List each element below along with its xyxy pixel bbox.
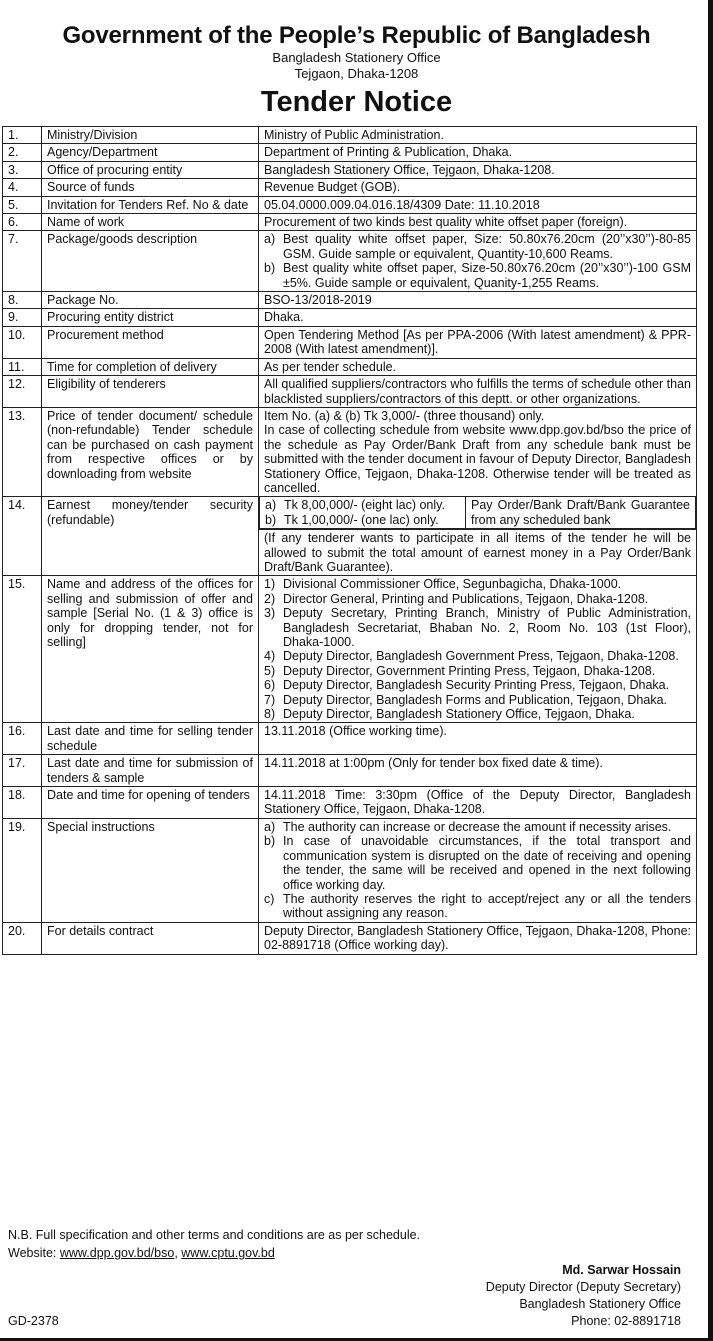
row-number: 9. xyxy=(3,309,42,326)
row-number: 15. xyxy=(3,576,42,723)
table-row xyxy=(3,407,697,496)
value-text: 05.04.0000.009.04.016.18/4309 Date: 11.10.2018 xyxy=(264,197,540,212)
table-row xyxy=(3,292,697,309)
row-value xyxy=(259,161,697,178)
row-label: Last date and time for selling tender schedule xyxy=(42,723,259,755)
office-address: Tejgaon, Dhaka-1208 xyxy=(294,66,419,81)
value-text: Dhaka. xyxy=(264,310,304,325)
earnest-payment-mode: Pay Order/Bank Draft/Bank Guarantee from any scheduled bank xyxy=(466,497,696,529)
row-number: 8. xyxy=(3,292,42,309)
item-text: Deputy Director, Government Printing Press, Tejgaon, Dhaka-1208. xyxy=(283,663,656,678)
row-label: Office of procuring entity xyxy=(42,161,259,178)
item-text: Best quality white offset paper, Size-50.80x76.20cm (20’’x30’’)-100 GSM ±5%. Guide sample or equivalent, Quanity-1,255 Reams. xyxy=(283,261,691,290)
item-marker: b) xyxy=(264,261,276,276)
list-item xyxy=(264,892,691,921)
row-value xyxy=(259,231,697,292)
row-number: 12. xyxy=(3,376,42,408)
signer-name: Md. Sarwar Hossain xyxy=(562,1263,681,1277)
item-marker: 7) xyxy=(264,692,276,707)
row-label: Name of work xyxy=(42,214,259,231)
row-number: 10. xyxy=(3,326,42,358)
signer-title: Deputy Director (Deputy Secretary) xyxy=(485,1280,681,1294)
row-label: Special instructions xyxy=(42,818,259,922)
link-separator: , xyxy=(174,1246,182,1260)
row-number: 20. xyxy=(3,922,42,954)
table-row xyxy=(3,358,697,375)
row-number: 13. xyxy=(3,407,42,496)
row-number: 2. xyxy=(3,144,42,161)
table-row xyxy=(3,179,697,196)
value-text: Item No. (a) & (b) Tk 3,000/- (three thousand) only. xyxy=(264,408,545,423)
table-row xyxy=(3,755,697,787)
row-label: Source of funds xyxy=(42,179,259,196)
row-value xyxy=(259,787,697,819)
row-label: Ministry/Division xyxy=(42,127,259,144)
table-row xyxy=(3,196,697,213)
government-title: Government of the People’s Republic of Bangladesh xyxy=(62,22,651,49)
item-marker: 5) xyxy=(264,663,276,678)
table-row xyxy=(3,214,697,231)
list-item xyxy=(264,232,691,261)
list-item xyxy=(264,577,691,591)
row-value xyxy=(259,179,697,196)
row-value xyxy=(259,407,697,496)
table-row xyxy=(3,309,697,326)
row-label: Date and time for opening of tenders xyxy=(42,787,259,819)
row-number: 11. xyxy=(3,358,42,375)
row-value xyxy=(259,144,697,161)
row-number: 7. xyxy=(3,231,42,292)
row-value xyxy=(259,326,697,358)
value-text: Open Tendering Method [As per PPA-2006 (With latest amendment) & PPR-2008 (With latest amendment)]. xyxy=(264,327,691,357)
item-text: Divisional Commissioner Office, Segunbagicha, Dhaka-1000. xyxy=(283,577,622,592)
row-value xyxy=(259,292,697,309)
item-text: Deputy Director, Bangladesh Forms and Publication, Tejgaon, Dhaka. xyxy=(283,692,668,707)
row-number: 6. xyxy=(3,214,42,231)
value-text-extra: In case of collecting schedule from website www.dpp.gov.bd/bso the price of the schedule as Pay Order/Bank Draft from any schedule bank must be submitted with the tender document in favour of Deputy Director, Bangladesh Stationery Office, Tejgaon, Dhaka-1208. Otherwise tender will be treated as cancelled. xyxy=(264,423,691,495)
row-value xyxy=(259,358,697,375)
list-item xyxy=(265,498,460,512)
signer-office: Bangladesh Stationery Office xyxy=(519,1297,681,1311)
item-text: Director General, Printing and Publications, Tejgaon, Dhaka-1208. xyxy=(283,591,649,606)
row-number: 17. xyxy=(3,755,42,787)
item-marker: c) xyxy=(264,891,275,906)
value-text: Revenue Budget (GOB). xyxy=(264,180,401,195)
list-item xyxy=(264,261,691,290)
row-label: Agency/Department xyxy=(42,144,259,161)
row-label: Procurement method xyxy=(42,326,259,358)
value-text: 14.11.2018 at 1:00pm (Only for tender box fixed date & time). xyxy=(264,756,603,771)
item-text: Deputy Director, Bangladesh Stationery Office, Tejgaon, Dhaka. xyxy=(283,707,635,722)
row-number: 1. xyxy=(3,127,42,144)
website-prefix: Website: xyxy=(8,1246,60,1260)
item-text: Tk 1,00,000/- (one lac) only. xyxy=(284,512,439,527)
list-item xyxy=(264,693,691,707)
value-text: All qualified suppliers/contractors who fulfills the terms of schedule other than blacklisted suppliers/contractors of this deptt. or other organizations. xyxy=(264,377,691,406)
table-row xyxy=(3,576,697,723)
row-number: 16. xyxy=(3,723,42,755)
signer-phone: Phone: 02-8891718 xyxy=(571,1314,681,1328)
office-name: Bangladesh Stationery Office xyxy=(272,50,441,65)
row-label: Package/goods description xyxy=(42,231,259,292)
row-label: Earnest money/tender security (refundable) xyxy=(42,497,259,576)
list-item xyxy=(264,707,691,721)
notice-header xyxy=(0,0,713,120)
row-label: Price of tender document/ schedule (non-refundable) Tender schedule can be purchased on cash payment from respective offices or by downloading from website xyxy=(42,407,259,496)
row-value xyxy=(259,214,697,231)
nb-note: N.B. Full specification and other terms and conditions are as per schedule. xyxy=(8,1228,421,1242)
earnest-subtable xyxy=(259,496,696,529)
row-number: 19. xyxy=(3,818,42,922)
row-value xyxy=(259,755,697,787)
item-text: Tk 8,00,000/- (eight lac) only. xyxy=(284,498,445,513)
value-text: 14.11.2018 Time: 3:30pm (Office of the Deputy Director, Bangladesh Stationery Office, Tejgaon, Dhaka-1208. xyxy=(264,788,691,817)
value-text: Bangladesh Stationery Office, Tejgaon, Dhaka-1208. xyxy=(264,162,555,177)
link-cptu[interactable]: www.cptu.gov.bd xyxy=(181,1246,275,1260)
list-item xyxy=(265,513,460,527)
item-marker: a) xyxy=(265,498,277,513)
row-label: Eligibility of tenderers xyxy=(42,376,259,408)
item-marker: b) xyxy=(264,834,276,849)
row-label: Procuring entity district xyxy=(42,309,259,326)
row-value xyxy=(259,127,697,144)
table-row xyxy=(3,376,697,408)
item-text: Deputy Secretary, Printing Branch, Ministry of Public Administration, Bangladesh Secretariat, Bhaban No. 2, Room No. 103 (1st Floor), Dhaka-1000. xyxy=(283,606,691,649)
item-text: The authority reserves the right to accept/reject any or all the tenders without assigning any reason. xyxy=(283,891,691,921)
list-item xyxy=(264,606,691,649)
tender-table xyxy=(2,126,697,955)
row-label: Last date and time for submission of tenders & sample xyxy=(42,755,259,787)
website-line xyxy=(8,1244,420,1262)
item-marker: a) xyxy=(264,819,276,834)
item-marker: 2) xyxy=(264,591,276,606)
row-value xyxy=(259,497,697,576)
table-row xyxy=(3,326,697,358)
table-row xyxy=(3,922,697,954)
row-number: 5. xyxy=(3,196,42,213)
value-text: Ministry of Public Administration. xyxy=(264,128,444,142)
row-label: Invitation for Tenders Ref. No & date xyxy=(42,196,259,213)
value-text: Deputy Director, Bangladesh Stationery Office, Tejgaon, Dhaka-1208, Phone: 02-8891718 (Office working day). xyxy=(264,923,691,953)
link-dpp[interactable]: www.dpp.gov.bd/bso xyxy=(59,1246,175,1260)
item-marker: a) xyxy=(264,232,276,247)
item-marker: 1) xyxy=(264,577,276,592)
list-item xyxy=(264,664,691,678)
row-value xyxy=(259,723,697,755)
item-text: Deputy Director, Bangladesh Security Printing Press, Tejgaon, Dhaka. xyxy=(283,678,670,693)
table-row xyxy=(3,787,697,819)
list-item xyxy=(264,834,691,892)
row-number: 3. xyxy=(3,161,42,178)
item-text: Deputy Director, Bangladesh Government Press, Tejgaon, Dhaka-1208. xyxy=(283,649,679,664)
table-row xyxy=(3,497,697,576)
value-text: BSO-13/2018-2019 xyxy=(264,293,372,308)
item-marker: 3) xyxy=(264,606,276,621)
list-item xyxy=(264,678,691,692)
row-number: 14. xyxy=(3,497,42,576)
row-value xyxy=(259,309,697,326)
value-text: Procurement of two kinds best quality white offset paper (foreign). xyxy=(264,215,628,230)
item-marker: b) xyxy=(265,512,277,527)
tender-notice-title: Tender Notice xyxy=(260,86,453,118)
value-text: 13.11.2018 (Office working time). xyxy=(264,724,447,739)
table-row xyxy=(3,127,697,144)
signature-block xyxy=(486,1262,681,1330)
value-text: Department of Printing & Publication, Dhaka. xyxy=(264,145,513,160)
table-row xyxy=(3,818,697,922)
item-marker: 4) xyxy=(264,649,276,664)
row-value xyxy=(259,376,697,408)
item-text: Best quality white offset paper, Size: 50.80x76.20cm (20’’x30’’)-80-85 GSM. Guide sample or equivalent, Quantity-10,600 Reams. xyxy=(283,232,691,261)
right-border xyxy=(708,0,713,1341)
table-row xyxy=(3,723,697,755)
list-item xyxy=(264,649,691,663)
row-label: Name and address of the offices for selling and submission of offer and sample [Serial No. (1 & 3) office is only for dropping tender, not for selling] xyxy=(42,576,259,723)
row-value xyxy=(259,818,697,922)
item-marker: 8) xyxy=(264,707,276,722)
row-label: Package No. xyxy=(42,292,259,309)
table-row xyxy=(3,144,697,161)
row-value xyxy=(259,922,697,954)
value-text: As per tender schedule. xyxy=(264,359,397,374)
row-value xyxy=(259,576,697,723)
list-item xyxy=(264,820,691,834)
row-number: 18. xyxy=(3,787,42,819)
table-row xyxy=(3,161,697,178)
item-text: The authority can increase or decrease the amount if necessity arises. xyxy=(283,819,672,834)
item-marker: 6) xyxy=(264,678,276,693)
list-item xyxy=(264,592,691,606)
item-text: In case of unavoidable circumstances, if the total transport and communication system is disrupted on the date of receiving and opening the tender, the same will be received and opened in the next following office working day. xyxy=(283,834,691,892)
row-value xyxy=(259,196,697,213)
earnest-amounts xyxy=(260,497,466,529)
row-number: 4. xyxy=(3,179,42,196)
footer-notes xyxy=(8,1226,420,1262)
earnest-note: (If any tenderer wants to participate in all items of the tender he will be allowed to submit the total amount of earnest money in a Pay Order/Bank Draft/Bank Guarantee). xyxy=(259,529,696,574)
table-row xyxy=(3,231,697,292)
row-label: For details contract xyxy=(42,922,259,954)
row-label: Time for completion of delivery xyxy=(42,358,259,375)
gd-number: GD-2378 xyxy=(8,1314,59,1328)
